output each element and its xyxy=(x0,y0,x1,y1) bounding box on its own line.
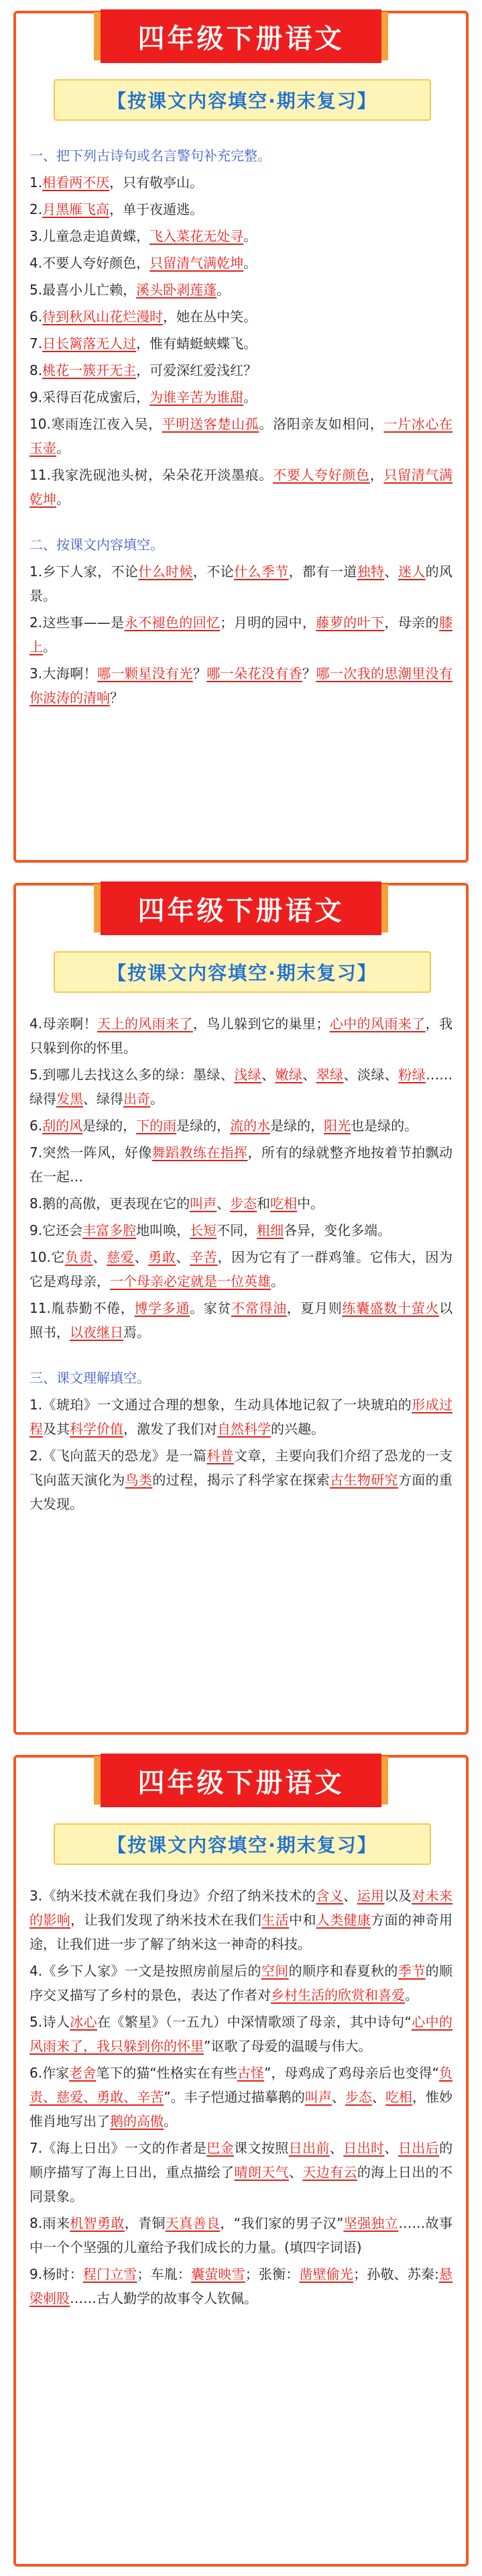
exercise-item xyxy=(29,412,453,460)
prompt-text: 的过程，揭示了科学家在探索 xyxy=(152,1472,330,1488)
exercise-item xyxy=(29,1191,453,1216)
answer-text: 慈爱 xyxy=(107,1249,135,1265)
exercise-item xyxy=(29,559,453,608)
prompt-text: ，惟有蜻蜓蛱蝶飞。 xyxy=(136,335,257,352)
answer-text: 只留清气满乾坤 xyxy=(149,255,244,271)
prompt-text: 的兴趣。 xyxy=(271,1421,324,1437)
prompt-text: 1.《琥珀》一文通过合理的想象，生动具体地记叙了一块琥珀的 xyxy=(29,1397,412,1413)
card-content xyxy=(29,1012,453,1519)
prompt-text: 5.最喜小儿亡赖， xyxy=(29,282,137,298)
answer-text: 一片冰心在玉壶 xyxy=(29,416,453,456)
answer-text: 冰心 xyxy=(70,2014,97,2030)
prompt-text: 11.胤恭勤不倦， xyxy=(29,1300,135,1316)
prompt-text: ；张衡： xyxy=(245,2266,300,2282)
prompt-text: ……故事中一个个坚强的儿童给予我们成长的力量。(填四字词语) xyxy=(29,2215,453,2255)
answer-text: 日出时 xyxy=(343,2140,385,2156)
prompt-text: 、淡绿、 xyxy=(343,1067,399,1083)
prompt-text: ，惟妙惟肖地写出了 xyxy=(29,2089,453,2129)
prompt-text: 是绿的， xyxy=(82,1118,137,1134)
prompt-text: ，“我们家的男子汉” xyxy=(220,2215,344,2231)
answer-text: 程门立雪 xyxy=(82,2266,137,2282)
answer-text: 乡村生活的欣赏和喜爱 xyxy=(271,1987,405,2003)
prompt-text: 8. xyxy=(29,362,43,378)
prompt-text: 3.《纳米技术就在我们身边》介绍了纳米技术的 xyxy=(29,1888,316,1904)
exercise-item xyxy=(29,305,453,329)
prompt-text: 、 xyxy=(331,2089,345,2105)
card-content xyxy=(29,140,453,712)
prompt-text: 的顺序和春夏秋的 xyxy=(288,1963,398,1979)
answer-text: 飞入菜花无处寻 xyxy=(149,228,244,244)
answer-text: 浅绿 xyxy=(234,1067,262,1083)
answer-text: 刮的风 xyxy=(42,1118,83,1134)
prompt-text: 课文按照 xyxy=(234,2140,289,2156)
prompt-text: ，青铜 xyxy=(124,2215,166,2231)
prompt-text: 。 xyxy=(217,282,231,298)
prompt-text: 1.乡下人家，不论 xyxy=(29,564,139,580)
answer-text: 凿壁偷光 xyxy=(299,2266,354,2282)
prompt-text: ，激发了我们对 xyxy=(123,1421,217,1437)
answer-text: 不要人夸好颜色 xyxy=(273,467,370,483)
exercise-item xyxy=(29,1296,453,1344)
prompt-text: ，因为它有了一群鸡雏。它伟大，因为它是鸡母亲， xyxy=(29,1249,453,1289)
spacer xyxy=(29,514,453,529)
answer-text: 嫩绿 xyxy=(275,1067,303,1083)
answer-text: 不常得油 xyxy=(231,1300,287,1316)
prompt-text: 9.杨时： xyxy=(29,2266,83,2282)
prompt-text: ，单于夜遁逃。 xyxy=(109,201,204,217)
prompt-text: 、 xyxy=(261,1067,276,1083)
answer-text: 出奇 xyxy=(123,1091,150,1107)
prompt-text: 3.大海啊！ xyxy=(29,665,98,682)
prompt-text: 。 xyxy=(243,255,257,271)
prompt-text: 。 xyxy=(56,440,70,456)
prompt-text: ，都有一道 xyxy=(288,564,357,580)
prompt-text: 4.不要人夸好颜色， xyxy=(29,255,150,271)
prompt-text: 8.雨来 xyxy=(29,2215,70,2231)
answer-text: 练囊盛数十萤火 xyxy=(342,1300,440,1316)
prompt-text: 10.寒雨连江夜入吴， xyxy=(29,416,162,432)
exercise-item xyxy=(29,278,453,302)
prompt-text: 及其 xyxy=(43,1421,70,1437)
answer-text: 自然科学 xyxy=(217,1421,271,1437)
answer-text: 日出后 xyxy=(398,2140,440,2156)
answer-text: 膝上 xyxy=(29,614,453,655)
subtitle: 【按课文内容填空·期末复习】 xyxy=(54,79,431,121)
answer-text: 为谁辛苦为谁甜 xyxy=(149,389,244,405)
prompt-text: ，不论 xyxy=(192,564,235,580)
exercise-item xyxy=(29,610,453,659)
prompt-text: 、 xyxy=(93,1249,107,1265)
answer-text: 下的雨 xyxy=(136,1118,177,1134)
prompt-text: ”。丰子恺通过描摹鹅的 xyxy=(164,2089,305,2105)
exercise-item xyxy=(29,1393,453,1441)
exercise-item xyxy=(29,224,453,248)
prompt-text: 中和 xyxy=(288,1912,316,1928)
answer-text: 负责、慈爱、勇敢、辛苦 xyxy=(29,2065,453,2105)
prompt-text: 6. xyxy=(29,309,43,325)
prompt-text: 6. xyxy=(29,1118,43,1134)
prompt-text: 。 xyxy=(271,1273,284,1289)
prompt-text: 、 xyxy=(371,2089,385,2105)
answer-text: 独特 xyxy=(357,564,385,580)
answer-text: 翠绿 xyxy=(316,1067,344,1083)
exercise-item xyxy=(29,358,453,382)
answer-text: 心中的风雨来了，我只躲到你的怀里 xyxy=(29,2014,453,2054)
section-heading: 三、课文理解填空。 xyxy=(29,1370,150,1386)
answer-text: 博学多通 xyxy=(134,1300,190,1316)
prompt-text: 。 xyxy=(243,228,257,244)
answer-text: 只留清气满乾坤 xyxy=(29,467,453,507)
prompt-text: ……古人勤学的故事令人钦佩。 xyxy=(70,2290,257,2306)
prompt-text: 的顺序交叉描写了乡村的景色，表达了作者对 xyxy=(29,1963,453,2003)
exercise-item xyxy=(29,463,453,511)
prompt-text: 。 xyxy=(243,389,257,405)
exercise-item xyxy=(29,661,453,710)
prompt-text: 9.它还会 xyxy=(29,1222,83,1238)
answer-text: 迷人 xyxy=(398,564,426,580)
spacer xyxy=(29,1347,453,1362)
card-2 xyxy=(0,872,482,1744)
exercise-item xyxy=(29,1884,453,1956)
card-content xyxy=(29,1884,453,2313)
prompt-text: 。 xyxy=(56,491,70,507)
prompt-text: 、 xyxy=(217,1195,231,1212)
answer-text: 桃花一簇开无主 xyxy=(42,362,137,378)
answer-text: 粉绿 xyxy=(398,1067,426,1083)
answer-text: 空间 xyxy=(261,1963,289,1979)
answer-text: 悬梁刺股 xyxy=(29,2266,453,2306)
answer-text: 日长篱落无人过 xyxy=(42,335,137,352)
exercise-item xyxy=(29,1218,453,1242)
prompt-text: 2.这些事——是 xyxy=(29,614,125,631)
exercise-item xyxy=(29,385,453,409)
answer-text: 哪一次我的思潮里没有你波涛的清响 xyxy=(29,665,453,706)
prompt-text: 是绿的， xyxy=(176,1118,231,1134)
prompt-text: 、 xyxy=(134,1249,149,1265)
exercise-item xyxy=(29,1063,453,1111)
exercise-item xyxy=(29,331,453,356)
prompt-text: ；月明的园中， xyxy=(220,614,316,631)
prompt-text: ，她在丛中笑。 xyxy=(163,309,257,325)
answer-text: 科学价值 xyxy=(70,1421,123,1437)
prompt-text: 3.儿童急走追黄蝶， xyxy=(29,228,150,244)
answer-text: 含义 xyxy=(316,1888,344,1904)
answer-text: 丰富多腔 xyxy=(82,1222,137,1238)
exercise-item xyxy=(29,2136,453,2208)
answer-text: 长短 xyxy=(190,1222,217,1238)
prompt-text: ？ xyxy=(110,690,123,706)
exercise-item xyxy=(29,1959,453,2007)
answer-text: 流的水 xyxy=(230,1118,271,1134)
answer-text: 天边有云 xyxy=(302,2164,357,2180)
answer-text: 天真善良 xyxy=(165,2215,221,2231)
section-heading: 二、按课文内容填空。 xyxy=(29,537,164,553)
prompt-text: 1. xyxy=(29,174,43,191)
answer-text: 囊萤映雪 xyxy=(191,2266,245,2282)
prompt-text: 。家贫 xyxy=(190,1300,232,1316)
prompt-text: ？ xyxy=(192,665,207,682)
answer-text: 哪一颗星没有光 xyxy=(97,665,193,682)
prompt-text: 9.采得百花成蜜后， xyxy=(29,389,150,405)
prompt-text: 。洛阳亲友如相问， xyxy=(259,416,384,432)
prompt-text: 不同， xyxy=(217,1222,257,1238)
answer-text: 永不褪色的回忆 xyxy=(124,614,221,631)
prompt-text: 7.突然一阵风，好像 xyxy=(29,1144,152,1161)
prompt-text: 、 xyxy=(302,1067,316,1083)
section-heading: 一、把下列古诗句或名言警句补充完整。 xyxy=(29,148,271,164)
prompt-text: ， xyxy=(369,467,384,483)
title-banner: 四年级下册语文 xyxy=(101,881,381,935)
prompt-text: 、 xyxy=(329,2140,344,2156)
prompt-text: ，所有的绿就整齐地按着节拍飘动在一起… xyxy=(29,1144,453,1185)
answer-text: 老舍 xyxy=(69,2065,97,2081)
answer-text: 鹅的高傲 xyxy=(110,2113,164,2129)
answer-text: 相看两不厌 xyxy=(42,174,110,191)
answer-text: 什么时候 xyxy=(138,564,193,580)
answer-text: 一个母亲必定就是一位英雄 xyxy=(110,1273,271,1289)
prompt-text: 也是绿的。 xyxy=(351,1118,418,1134)
exercise-item xyxy=(29,2211,453,2259)
exercise-item xyxy=(29,1140,453,1189)
prompt-text: ；孙敬、苏秦: xyxy=(353,2266,439,2282)
prompt-text: 10.它 xyxy=(29,1249,66,1265)
prompt-text: ，夏月则 xyxy=(286,1300,343,1316)
prompt-text: 。 xyxy=(150,1091,164,1107)
answer-text: 吃相 xyxy=(385,2089,412,2105)
prompt-text: 2. xyxy=(29,201,43,217)
exercise-item xyxy=(29,1444,453,1516)
answer-text: 运用 xyxy=(357,1888,385,1904)
answer-text: 吃相 xyxy=(270,1195,298,1212)
prompt-text: ”讴歌了母爱的温暖与伟大。 xyxy=(204,2038,372,2054)
answer-text: 月黑雁飞高 xyxy=(42,201,110,217)
answer-text: 鸟类 xyxy=(125,1472,153,1488)
prompt-text: ，只有敬亭山。 xyxy=(109,174,204,191)
prompt-text: 、 xyxy=(343,1888,357,1904)
answer-text: 待到秋风山花烂漫时 xyxy=(42,309,164,325)
exercise-item xyxy=(29,170,453,195)
prompt-text: ，让我们发现了纳米技术在我们 xyxy=(70,1912,262,1928)
exercise-item xyxy=(29,1114,453,1138)
prompt-text: 4.母亲啊！ xyxy=(29,1016,98,1032)
prompt-text: 地叫唤， xyxy=(136,1222,190,1238)
prompt-text: ，可爱深红爱浅红？ xyxy=(136,362,257,378)
prompt-text: 、 xyxy=(384,2140,398,2156)
prompt-text: 的顺序描写了海上日出，重点描绘了 xyxy=(29,2140,453,2180)
title-banner: 四年级下册语文 xyxy=(101,9,381,63)
exercise-item xyxy=(29,1245,453,1293)
answer-text: 天上的风雨来了 xyxy=(97,1016,193,1032)
answer-text: 对未来的影响 xyxy=(29,1888,453,1928)
prompt-text: 5.到哪儿去找这么多的绿：墨绿、 xyxy=(29,1067,235,1083)
answer-text: 机智勇敢 xyxy=(70,2215,125,2231)
answer-text: 心中的风雨来了 xyxy=(329,1016,426,1032)
prompt-text: 2.《飞向蓝天的恐龙》是一篇 xyxy=(29,1448,207,1464)
prompt-text: ，我只躲到你的怀里。 xyxy=(29,1016,453,1056)
prompt-text: 。 xyxy=(43,639,56,655)
answer-text: 舞蹈教练在指挥 xyxy=(152,1144,248,1161)
answer-text: 古生物研究 xyxy=(330,1472,398,1488)
answer-text: 坚强独立 xyxy=(343,2215,399,2231)
prompt-text: 11.我家洗砚池头树，朵朵花开淡墨痕。 xyxy=(29,467,274,483)
prompt-text: 、绿得 xyxy=(83,1091,123,1107)
answer-text: 日出前 xyxy=(288,2140,330,2156)
exercise-item xyxy=(29,2262,453,2310)
answer-text: 以夜继日 xyxy=(70,1324,123,1340)
prompt-text: 。 xyxy=(405,1987,418,2003)
prompt-text: ……绿得 xyxy=(29,1067,453,1107)
prompt-text: 方面的神奇用途，让我们进一步了解了纳米这一神奇的科技。 xyxy=(29,1912,453,1952)
prompt-text: 方面的重大发现。 xyxy=(29,1472,453,1512)
answer-text: 生活 xyxy=(261,1912,289,1928)
prompt-text: 和 xyxy=(257,1195,271,1212)
answer-text: 粗细 xyxy=(257,1222,284,1238)
prompt-text: 是绿的， xyxy=(270,1118,324,1134)
prompt-text: 笔下的猫“性格实在有些 xyxy=(96,2065,237,2081)
prompt-text: 以及 xyxy=(384,1888,412,1904)
exercise-item xyxy=(29,2010,453,2058)
answer-text: 藤萝的叶下 xyxy=(316,614,385,631)
prompt-text: 、 xyxy=(176,1249,190,1265)
exercise-item xyxy=(29,1012,453,1060)
card-1 xyxy=(0,0,482,872)
prompt-text: 、 xyxy=(384,564,398,580)
exercise-item xyxy=(29,197,453,221)
prompt-text: 7. xyxy=(29,335,43,352)
prompt-text: ，母亲的 xyxy=(384,614,440,631)
prompt-text: ；车胤： xyxy=(137,2266,192,2282)
prompt-text: ，鸟儿躲到它的巢里； xyxy=(192,1016,330,1032)
answer-text: 步态 xyxy=(345,2089,372,2105)
answer-text: 发黑 xyxy=(56,1091,83,1107)
prompt-text: 焉。 xyxy=(123,1324,150,1340)
answer-text: 形成过程 xyxy=(29,1397,453,1437)
answer-text: 叫声 xyxy=(190,1195,217,1212)
answer-text: 平明送客楚山孤 xyxy=(162,416,259,432)
answer-text: 辛苦 xyxy=(190,1249,218,1265)
prompt-text: 8.鹅的高傲，更表现在它的 xyxy=(29,1195,190,1212)
answer-text: 哪一朵花没有香 xyxy=(206,665,303,682)
prompt-text: 中。 xyxy=(297,1195,324,1212)
prompt-text: 在《繁星》（一五九）中深情歌颂了母亲，其中诗句“ xyxy=(97,2014,412,2030)
answer-text: 什么季节 xyxy=(234,564,289,580)
subtitle: 【按课文内容填空·期末复习】 xyxy=(54,1823,431,1865)
exercise-item xyxy=(29,2061,453,2133)
answer-text: 古怪 xyxy=(237,2065,264,2081)
prompt-text: 。 xyxy=(164,2113,177,2129)
answer-text: 勇敢 xyxy=(148,1249,176,1265)
card-3 xyxy=(0,1744,482,2576)
prompt-text: 6.作家 xyxy=(29,2065,70,2081)
answer-text: 溪头卧剥莲蓬 xyxy=(136,282,217,298)
answer-text: 季节 xyxy=(398,1963,426,1979)
prompt-text: 7.《海上日出》一文的作者是 xyxy=(29,2140,207,2156)
answer-text: 步态 xyxy=(230,1195,257,1212)
exercise-item xyxy=(29,251,453,275)
prompt-text: 5.诗人 xyxy=(29,2014,70,2030)
answer-text: 叫声 xyxy=(304,2089,332,2105)
answer-text: 人类健康 xyxy=(316,1912,371,1928)
prompt-text: 的海上日出的不同景象。 xyxy=(29,2164,453,2204)
subtitle: 【按课文内容填空·期末复习】 xyxy=(54,951,431,993)
prompt-text: ”，母鸡成了鸡母亲后也变得“ xyxy=(263,2065,439,2081)
answer-text: 科普 xyxy=(206,1448,235,1464)
answer-text: 阳光 xyxy=(324,1118,351,1134)
answer-text: 巴金 xyxy=(206,2140,235,2156)
prompt-text: 、 xyxy=(288,2164,303,2180)
prompt-text: 4.《乡下人家》一文是按照房前屋后的 xyxy=(29,1963,261,1979)
answer-text: 负责 xyxy=(65,1249,93,1265)
prompt-text: ？ xyxy=(302,665,316,682)
answer-text: 晴朗天气 xyxy=(234,2164,289,2180)
prompt-text: 以照书， xyxy=(29,1300,453,1340)
prompt-text: 各异，变化多端。 xyxy=(284,1222,391,1238)
prompt-text: 文章，主要向我们介绍了恐龙的一支飞向蓝天演化为 xyxy=(29,1448,453,1488)
title-banner: 四年级下册语文 xyxy=(101,1754,381,1807)
prompt-text: 的风景。 xyxy=(29,564,453,604)
